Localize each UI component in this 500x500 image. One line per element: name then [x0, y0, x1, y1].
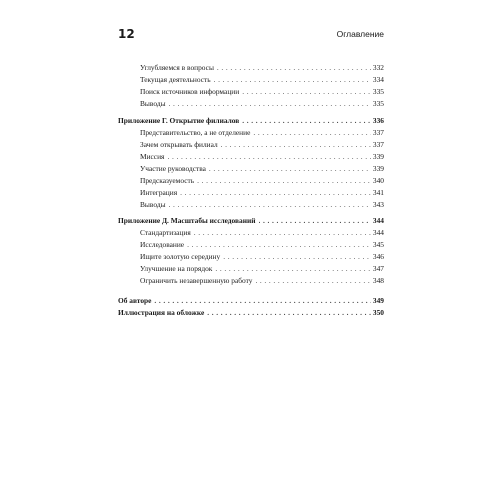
- toc-entry: [140, 99, 384, 109]
- toc-entry-title: Выводы: [140, 99, 166, 108]
- toc-entry-page: 341: [372, 188, 384, 197]
- toc-entry: [140, 176, 384, 186]
- toc-entry-title: Миссия: [140, 152, 165, 161]
- toc-entry-title: Текущая деятельность: [140, 75, 211, 84]
- dot-leader: [194, 228, 371, 238]
- dot-leader: [214, 75, 371, 85]
- toc-entry: [140, 200, 384, 210]
- toc-entry: [140, 140, 384, 150]
- toc-entry-title: Зачем открывать филиал: [140, 140, 218, 149]
- toc-entry-page: 332: [372, 63, 384, 72]
- dot-leader: [167, 152, 370, 162]
- dot-leader: [217, 63, 371, 73]
- toc-section-entry: [118, 116, 384, 126]
- dot-leader: [209, 164, 371, 174]
- toc-entry: [140, 264, 384, 274]
- toc-entry: [140, 63, 384, 73]
- toc-entry-title: Поиск источников информации: [140, 87, 240, 96]
- dot-leader: [169, 99, 371, 109]
- toc-entry: [140, 188, 384, 198]
- dot-leader: [253, 128, 371, 138]
- toc-entry-page: 337: [372, 140, 384, 149]
- toc-entry-page: 344: [372, 228, 384, 237]
- toc-entry: [140, 228, 384, 238]
- dot-leader: [169, 200, 371, 210]
- dot-leader: [242, 116, 371, 126]
- toc-entry: [140, 128, 384, 138]
- toc-entry-title: Стандартизация: [140, 228, 191, 237]
- toc-entry-title: Приложение Д. Масштабы исследований: [118, 216, 256, 225]
- toc-entry-page: 340: [372, 176, 384, 185]
- dot-leader: [197, 176, 371, 186]
- dot-leader: [154, 296, 370, 306]
- dot-leader: [221, 140, 371, 150]
- dot-leader: [255, 276, 370, 286]
- toc-entry-title: Представительство, а не отделение: [140, 128, 251, 137]
- toc-entry: [140, 87, 384, 97]
- dot-leader: [215, 264, 371, 274]
- toc-entry-page: 339: [372, 164, 384, 173]
- toc-entry: [140, 75, 384, 85]
- toc-entry: [140, 252, 384, 262]
- dot-leader: [207, 308, 371, 318]
- toc-entry-page: 349: [372, 296, 384, 305]
- toc-entry: [140, 164, 384, 174]
- toc-section-entry: [118, 216, 384, 226]
- toc-entry-title: Углубляемся в вопросы: [140, 63, 214, 72]
- toc-section-entry: [118, 308, 384, 318]
- dot-leader: [180, 188, 371, 198]
- dot-leader: [259, 216, 371, 226]
- toc-entry-title: Интеграция: [140, 188, 178, 197]
- dot-leader: [187, 240, 371, 250]
- toc-entry-page: 336: [372, 116, 384, 125]
- toc-entry-page: 344: [372, 216, 384, 225]
- toc-entry-page: 337: [372, 128, 384, 137]
- toc-entry-title: Улучшение на порядок: [140, 264, 213, 273]
- toc-entry: [140, 240, 384, 250]
- toc-entry-page: 345: [372, 240, 384, 249]
- toc-entry-title: Выводы: [140, 200, 166, 209]
- toc-entry-title: Участие руководства: [140, 164, 206, 173]
- toc-entry-page: 346: [372, 252, 384, 261]
- toc-entry-page: 348: [372, 276, 384, 285]
- toc-entry-title: Приложение Г. Открытие филиалов: [118, 116, 240, 125]
- dot-leader: [242, 87, 371, 97]
- toc-entry-title: Об авторе: [118, 296, 152, 305]
- toc-entry-page: 339: [372, 152, 384, 161]
- toc-entry-title: Предсказуемость: [140, 176, 195, 185]
- toc-entry-title: Ищите золотую середину: [140, 252, 221, 261]
- toc-entry-page: 350: [372, 308, 384, 317]
- toc-entry-page: 347: [372, 264, 384, 273]
- dot-leader: [223, 252, 371, 262]
- toc-entry: [140, 152, 384, 162]
- toc-entry-page: 335: [372, 87, 384, 96]
- toc-entry-page: 343: [372, 200, 384, 209]
- toc-section-entry: [118, 296, 384, 306]
- toc-entry-title: Иллюстрация на обложке: [118, 308, 205, 317]
- toc-entry: [140, 276, 384, 286]
- toc-entry-title: Исследование: [140, 240, 185, 249]
- toc-entry-page: 335: [372, 99, 384, 108]
- running-title: Оглавление: [336, 29, 384, 39]
- toc-entry-title: Ограничить незавершенную работу: [140, 276, 253, 285]
- toc-entry-page: 334: [372, 75, 384, 84]
- page-number: 12: [118, 27, 135, 41]
